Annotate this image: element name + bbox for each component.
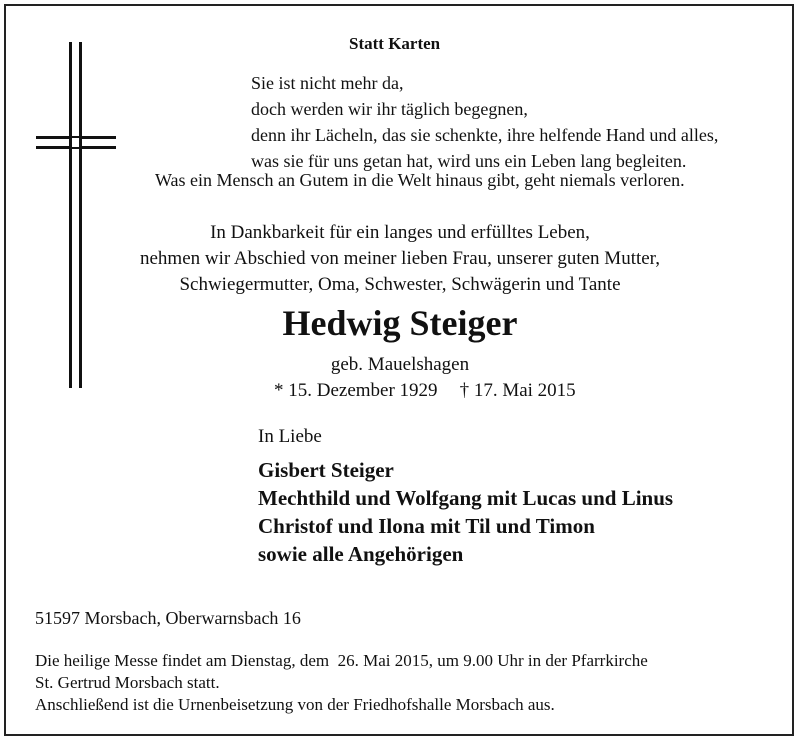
birth-date: * 15. Dezember 1929 <box>274 380 438 401</box>
poem-line: denn ihr Lächeln, das sie schenkte, ihre helfende Hand und alles, <box>251 125 719 145</box>
poem <box>251 70 718 174</box>
quote: Was ein Mensch an Gutem in die Welt hinaus gibt, geht niemals verloren. <box>155 170 685 190</box>
notes-line: Die heilige Messe findet am Dienstag, dem 26. Mai 2015, um 9.00 Uhr in der Pfarrkirche <box>35 651 648 670</box>
notes-line: Anschließend ist die Urnenbeisetzung von der Friedhofshalle Morsbach aus. <box>35 695 555 714</box>
service-notes <box>35 650 648 716</box>
poem-line: was sie für uns getan hat, wird uns ein Leben lang begleiten. <box>251 151 687 171</box>
family-line: Gisbert Steiger <box>258 458 394 482</box>
notes-line: St. Gertrud Morsbach statt. <box>35 673 220 692</box>
poem-line: doch werden wir ihr täglich begegnen, <box>251 99 528 119</box>
intro-line: Schwiegermutter, Oma, Schwester, Schwägerin und Tante <box>179 274 621 295</box>
poem-line: Sie ist nicht mehr da, <box>251 73 404 93</box>
death-date: † 17. Mai 2015 <box>459 380 576 401</box>
notice-heading: Statt Karten <box>349 34 441 53</box>
address: 51597 Morsbach, Oberwarnsbach 16 <box>35 608 301 628</box>
intro-line: nehmen wir Abschied von meiner lieben Frau, unserer guten Mutter, <box>139 248 660 269</box>
deceased-name: Hedwig Steiger <box>282 303 518 343</box>
intro-line: In Dankbarkeit für ein langes und erfülltes Leben, <box>210 222 590 243</box>
life-dates <box>274 380 576 402</box>
family-line: Mechthild und Wolfgang mit Lucas und Linus <box>258 486 674 510</box>
family-line: sowie alle Angehörigen <box>258 542 464 566</box>
intro-text <box>0 220 800 298</box>
in-love-line: In Liebe <box>258 426 322 447</box>
family-list <box>258 456 673 568</box>
maiden-name: geb. Mauelshagen <box>330 354 470 375</box>
family-line: Christof und Ilona mit Til und Timon <box>258 514 595 538</box>
